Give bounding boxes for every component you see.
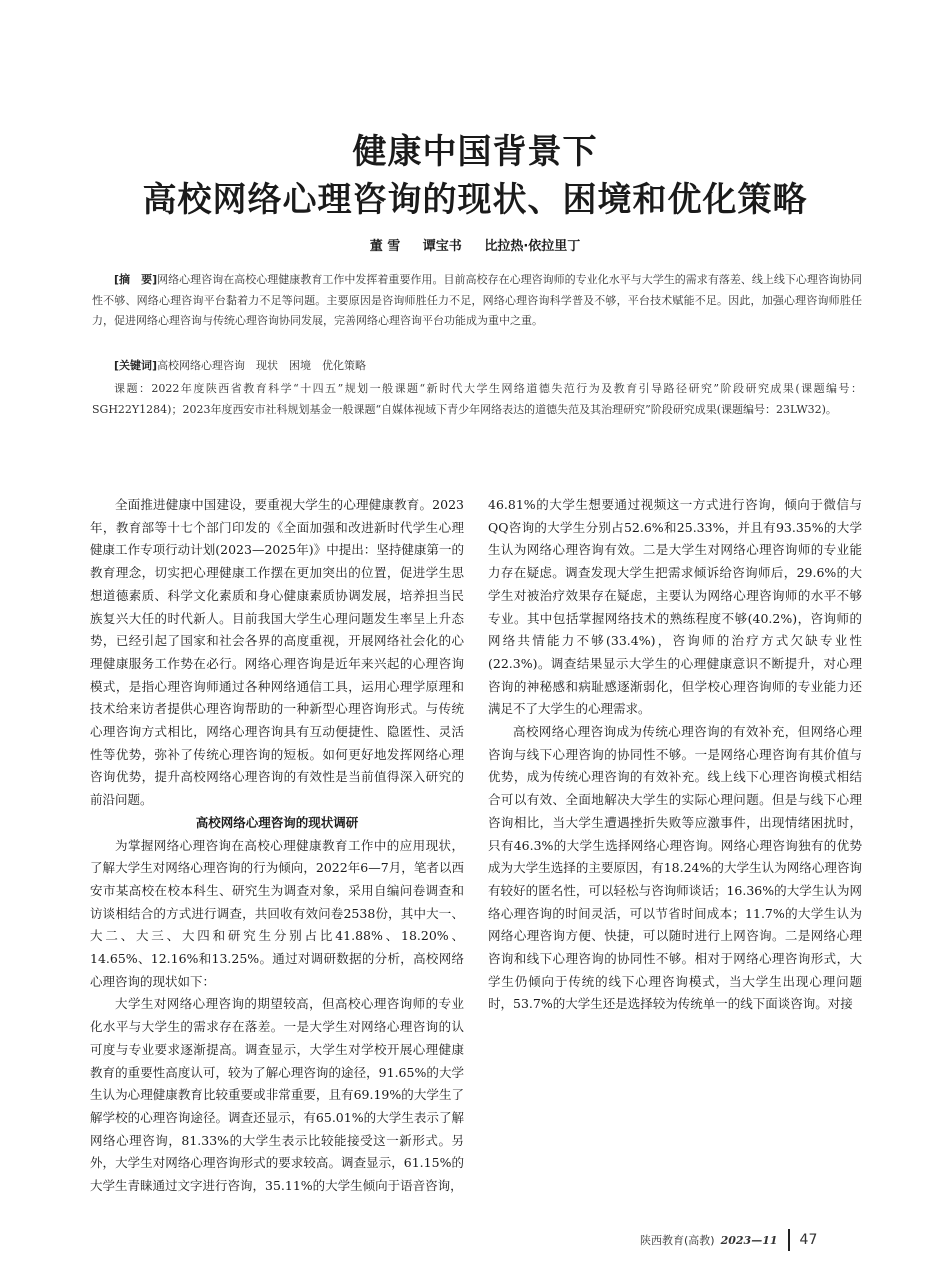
- body-paragraph: 全面推进健康中国建设，要重视大学生的心理健康教育。2023年，教育部等十七个部门印发的《全面加强和改进新时代学生心理健康工作专项行动计划(2023—2025年)》中提出：坚持健康第一的教育理念，切实把心理健康工作摆在更加突出的位置，促进学生思想道德素质、科学文化素质和身心健康素质协调发展，培养担当民族复兴大任的时代新人。目前我国大学生心理问题发生率呈上升态势，已经引起了国家和社会各界的高度重视，开展网络社会化的心理健康服务工作势在必行。网络心理咨询是近年来兴起的心理咨询模式，是指心理咨询师通过各种网络通信工具，运用心理学原理和技术给来访者提供心理咨询帮助的一种新型心理咨询形式。与传统心理咨询方式相比，网络心理咨询具有互动便捷性、隐匿性、灵活性等优势，弥补了传统心理咨询的短板。如何更好地发挥网络心理咨询优势，提升高校网络心理咨询的有效性是当前值得深入研究的前沿问题。: [90, 497, 464, 808]
- page-number: 47: [799, 1232, 818, 1248]
- page-footer: [640, 1228, 870, 1252]
- title-line-1: 健康中国背景下: [352, 132, 598, 172]
- keywords-label: [关键词]: [114, 359, 158, 372]
- section-heading: 高校网络心理咨询的现状调研: [195, 814, 359, 830]
- author-name: 谭宝书: [422, 239, 462, 254]
- body-paragraph: 为掌握网络心理咨询在高校心理健康教育工作中的应用现状，了解大学生对网络心理咨询的行为倾向，2022年6—7月，笔者以西安市某高校在校本科生、研究生为调查对象，采用自编问卷调查和访谈相结合的方式进行调查，共回收有效问卷2538份，其中大一、大二、大三、大四和研究生分别占比41.88%、18.20%、14.65%、12.16%和13.25%。通过对调研数据的分析，高校网络心理咨询的现状如下：: [90, 837, 464, 989]
- body-column-left: [90, 494, 464, 1198]
- author-list: [0, 235, 950, 254]
- abstract-text: 网络心理咨询在高校心理健康教育工作中发挥着重要作用。目前高校存在心理咨询师的专业化水平与大学生的需求有落差、线上线下心理咨询协同性不够、网络心理咨询平台黏着力不足等问题。主要原因是咨询师胜任力不足，网络心理咨询科学普及不够，平台技术赋能不足。因此，加强心理咨询师胜任力，促进网络心理咨询与传统心理咨询协同发展，完善网络心理咨询平台功能成为重中之重。: [92, 273, 863, 327]
- journal-name: 陕西教育(高教): [640, 1234, 715, 1247]
- funding-note: 课题：2022年度陕西省教育科学“十四五”规划一般课题“新时代大学生网络道德失范行为及教育引导路径研究”阶段研究成果(课题编号：SGH22Y1284)；2023年度西安市社科规划基金一般课题“自媒体视域下青少年网络表达的道德失范及其治理研究”阶段研究成果(课题编号：23LW32)。: [92, 382, 862, 416]
- author-name: 董 雪: [369, 239, 401, 254]
- abstract: [92, 270, 862, 332]
- author-name: 比拉热·依拉里丁: [484, 239, 581, 254]
- body-column-right: [488, 494, 862, 1016]
- abstract-label: [摘 要]: [114, 273, 158, 286]
- body-paragraph-continued: 46.81%的大学生想要通过视频这一方式进行咨询，倾向于微信与QQ咨询的大学生分别占52.6%和25.33%，并且有93.35%的大学生认为网络心理咨询有效。二是大学生对网络心理咨询师的专业能力存在疑虑。调查发现大学生把需求倾诉给咨询师后，29.6%的大学生对被治疗效果存在疑虑，主要认为网络心理咨询师的水平不够专业。其中包括掌握网络技术的熟练程度不够(40.2%)，咨询师的网络共情能力不够(33.4%)，咨询师的治疗方式欠缺专业性(22.3%)。调查结果显示大学生的心理健康意识不断提升，对心理咨询的神秘感和病耻感逐渐弱化，但学校心理咨询师的专业能力还满足不了大学生的心理需求。: [488, 497, 862, 717]
- body-paragraph: 大学生对网络心理咨询的期望较高，但高校心理咨询师的专业化水平与大学生的需求存在落差。一是大学生对网络心理咨询的认可度与专业要求逐渐提高。调查显示，大学生对学校开展心理健康教育的重要性高度认可，较为了解心理咨询的途径，91.65%的大学生认为心理健康教育比较重要或非常重要，且有69.19%的大学生了解学校的心理咨询途径。调查还显示，有65.01%的大学生表示了解网络心理咨询，81.33%的大学生表示比较能接受这一新形式。另外，大学生对网络心理咨询形式的要求较高。调查显示，61.15%的大学生青睐通过文字进行咨询，35.11%的大学生倾向于语音咨询，: [90, 996, 464, 1194]
- issue-number: 2023—11: [720, 1233, 778, 1247]
- keywords-text: 高校网络心理咨询 现状 困境 优化策略: [157, 359, 367, 372]
- footer-divider: [788, 1229, 790, 1251]
- title-line-2: 高校网络心理咨询的现状、困境和优化策略: [142, 180, 808, 220]
- keywords: [92, 356, 862, 377]
- body-paragraph: 高校网络心理咨询成为传统心理咨询的有效补充，但网络心理咨询与线下心理咨询的协同性不够。一是网络心理咨询有其价值与优势，成为传统心理咨询的有效补充。线上线下心理咨询模式相结合可以有效、全面地解决大学生的实际心理问题。但是与线下心理咨询相比，当大学生遭遇挫折失败等应激事件，出现情绪困扰时，只有46.3%的大学生选择网络心理咨询。网络心理咨询独有的优势成为大学生选择的主要原因，有18.24%的大学生认为网络心理咨询有较好的匿名性，可以轻松与咨询师谈话；16.36%的大学生认为网络心理咨询的时间灵活，可以节省时间成本；11.7%的大学生认为网络心理咨询方便、快捷，可以随时进行上网咨询。二是网络心理咨询和线下心理咨询的协同性不够。相对于网络心理咨询形式，大学生仍倾向于传统的线下心理咨询模式，当大学生出现心理问题时，53.7%的大学生还是选择较为传统单一的线下面谈咨询。对接: [488, 724, 862, 1012]
